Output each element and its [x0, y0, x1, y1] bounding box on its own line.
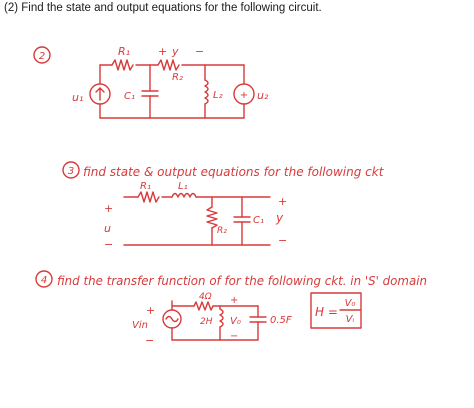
label-minus-out: −: [230, 331, 239, 342]
problem-3-number-text: 3: [67, 166, 75, 177]
inductor-l2: [205, 80, 208, 104]
source-arrow: [96, 88, 104, 100]
problem-4-number-text: 4: [40, 275, 48, 286]
label-y: y: [276, 211, 284, 225]
resistor-r2: [207, 207, 217, 228]
formula-numerator: V₀: [344, 298, 356, 309]
resistor-r1: [112, 60, 133, 70]
capacitor-05f: [250, 317, 266, 322]
label-u: u: [104, 222, 111, 235]
formula-lhs: H =: [315, 305, 338, 319]
problem-4-heading: find the transfer function of for the following ckt. in 'S' domain: [57, 274, 427, 288]
label-u2: u₂: [257, 89, 269, 102]
label-source-plus: +: [239, 90, 249, 101]
capacitor-c1: [142, 91, 158, 96]
circuit-4: [163, 301, 266, 340]
capacitor-c1: [234, 217, 250, 222]
label-l2: L₂: [213, 90, 223, 101]
label-plus-left: +: [104, 202, 114, 215]
formula-denominator: Vᵢ: [345, 314, 355, 325]
label-plus-in: +: [146, 304, 156, 317]
problem-2: [34, 45, 269, 118]
label-r1: R₁: [118, 45, 131, 58]
label-l1: L₁: [178, 181, 188, 192]
label-minus-left: −: [104, 238, 114, 251]
resistor-r1: [138, 192, 159, 202]
problem-3-number: [63, 162, 79, 178]
circuit-3: [124, 192, 270, 245]
inductor-2h: [220, 309, 223, 327]
wire: [172, 301, 194, 306]
problem-3: [63, 162, 385, 251]
label-capacitor: 0.5F: [270, 315, 292, 326]
question-title: (2) Find the state and output equations for the following circuit.: [4, 2, 322, 14]
label-minus: −: [195, 45, 205, 58]
circuit-2: [90, 60, 254, 118]
problem-2-number-text: 2: [38, 51, 46, 62]
problem-4-number: [36, 271, 52, 287]
ac-symbol: [166, 317, 178, 322]
label-inductor: 2H: [200, 317, 213, 327]
transfer-function-formula: [311, 293, 361, 328]
problem-2-number: [34, 47, 50, 63]
label-resistor: 4Ω: [199, 292, 212, 302]
label-c1: C₁: [124, 91, 135, 102]
label-y: y: [172, 45, 179, 58]
label-plus-out: +: [230, 295, 239, 306]
label-vo: V₀: [230, 316, 241, 327]
label-minus-right: −: [278, 234, 288, 247]
resistor-4ohm: [194, 302, 213, 310]
label-r1: R₁: [140, 181, 151, 192]
label-vin: Vin: [132, 320, 148, 331]
problem-4: [36, 271, 427, 347]
label-r2: R₂: [172, 72, 183, 83]
problem-3-heading: find state & output equations for the following ckt: [83, 165, 384, 179]
label-r2: R₂: [217, 226, 227, 236]
label-minus-in: −: [145, 334, 155, 347]
resistor-r2: [158, 60, 179, 70]
label-u1: u₁: [72, 91, 84, 104]
inductor-l1: [172, 194, 196, 198]
label-c1: C₁: [253, 215, 264, 226]
label-plus: +: [158, 45, 168, 58]
label-plus-right: +: [278, 195, 288, 208]
